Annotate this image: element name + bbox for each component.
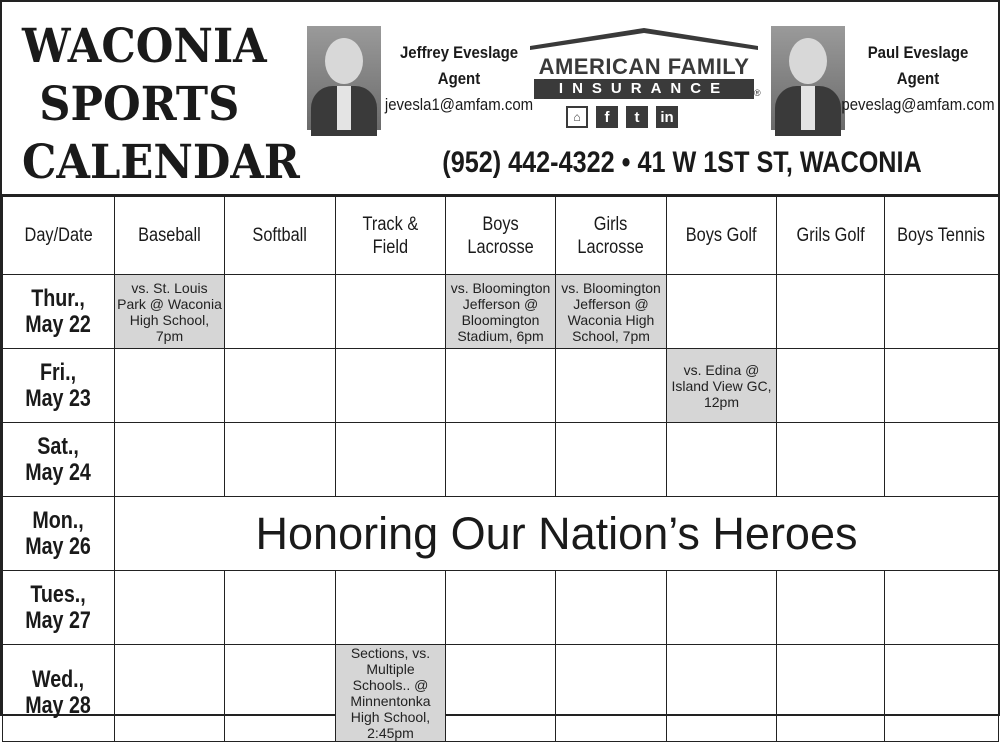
agent-role: Agent bbox=[896, 69, 940, 88]
empty-cell bbox=[225, 423, 336, 497]
equal-housing-icon: ⌂ bbox=[566, 106, 588, 128]
holiday-banner: Honoring Our Nation’s Heroes bbox=[115, 497, 999, 571]
agent-role: Agent bbox=[437, 69, 481, 88]
logo-brand-line-2: INSURANCE bbox=[534, 79, 754, 99]
empty-cell bbox=[115, 571, 225, 645]
title-line-1: WACONIA bbox=[22, 19, 267, 74]
event-cell: Sections, vs. Multiple Schools.. @ Minnentonka High School, 2:45pm bbox=[336, 645, 446, 742]
schedule-table bbox=[2, 196, 998, 741]
empty-cell bbox=[885, 349, 999, 423]
empty-cell bbox=[336, 275, 446, 349]
empty-cell bbox=[667, 423, 777, 497]
event-cell: vs. St. Louis Park @ Waconia High School, 7pm bbox=[115, 275, 225, 349]
empty-cell bbox=[556, 571, 667, 645]
day-cell: Sat., May 24 bbox=[3, 423, 115, 497]
roof-icon bbox=[530, 26, 758, 50]
registered-mark: ® bbox=[754, 88, 761, 98]
empty-cell bbox=[115, 423, 225, 497]
table-row bbox=[3, 571, 999, 645]
table-row bbox=[3, 349, 999, 423]
empty-cell bbox=[777, 423, 885, 497]
header-row bbox=[3, 197, 999, 275]
agent-photo-paul bbox=[771, 26, 845, 130]
empty-cell bbox=[225, 275, 336, 349]
agent-name: Jeffrey Eveslage bbox=[399, 43, 519, 62]
empty-cell bbox=[336, 423, 446, 497]
facebook-icon[interactable]: f bbox=[596, 106, 618, 128]
title-line-2: SPORTS bbox=[39, 77, 240, 132]
page-title bbox=[22, 18, 300, 192]
logo-brand-line-1: AMERICAN FAMILY bbox=[538, 54, 750, 79]
empty-cell bbox=[556, 423, 667, 497]
empty-cell bbox=[777, 349, 885, 423]
twitter-icon[interactable]: t bbox=[626, 106, 648, 128]
day-cell: Fri., May 23 bbox=[3, 349, 115, 423]
empty-cell bbox=[885, 571, 999, 645]
empty-cell bbox=[336, 349, 446, 423]
event-cell: vs. Bloomington Jefferson @ Waconia High School, 7pm bbox=[556, 275, 667, 349]
table-row bbox=[3, 275, 999, 349]
agent-info-paul bbox=[839, 40, 997, 118]
empty-cell bbox=[885, 645, 999, 742]
empty-cell bbox=[777, 645, 885, 742]
empty-cell bbox=[446, 645, 556, 742]
empty-cell bbox=[115, 645, 225, 742]
empty-cell bbox=[885, 275, 999, 349]
day-cell: Wed., May 28 bbox=[3, 645, 115, 742]
agent-email[interactable]: peveslag@amfam.com bbox=[841, 95, 995, 114]
empty-cell bbox=[777, 275, 885, 349]
empty-cell bbox=[667, 571, 777, 645]
col-header-boys-golf: Boys Golf bbox=[667, 197, 777, 275]
linkedin-icon[interactable]: in bbox=[656, 106, 678, 128]
empty-cell bbox=[446, 349, 556, 423]
empty-cell bbox=[885, 423, 999, 497]
col-header-boys-lacrosse: Boys Lacrosse bbox=[446, 197, 556, 275]
social-icons bbox=[566, 106, 678, 128]
agent-email[interactable]: jevesla1@amfam.com bbox=[384, 95, 534, 114]
american-family-logo bbox=[524, 26, 764, 136]
empty-cell bbox=[667, 645, 777, 742]
table-row bbox=[3, 423, 999, 497]
col-header-track-field: Track & Field bbox=[336, 197, 446, 275]
empty-cell bbox=[446, 423, 556, 497]
agent-photo-jeffrey bbox=[307, 26, 381, 130]
day-cell: Mon., May 26 bbox=[3, 497, 115, 571]
empty-cell bbox=[667, 275, 777, 349]
agent-name: Paul Eveslage bbox=[867, 43, 969, 62]
table-row bbox=[3, 645, 999, 742]
col-header-boys-tennis: Boys Tennis bbox=[885, 197, 999, 275]
col-header-girls-lacrosse: Girls Lacrosse bbox=[556, 197, 667, 275]
title-line-3: CALENDAR bbox=[22, 135, 300, 190]
header bbox=[2, 2, 998, 196]
empty-cell bbox=[446, 571, 556, 645]
empty-cell bbox=[336, 571, 446, 645]
empty-cell bbox=[115, 349, 225, 423]
empty-cell bbox=[556, 349, 667, 423]
day-cell: Thur., May 22 bbox=[3, 275, 115, 349]
empty-cell bbox=[777, 571, 885, 645]
empty-cell bbox=[225, 349, 336, 423]
empty-cell bbox=[225, 571, 336, 645]
event-cell: vs. Bloomington Jefferson @ Bloomington Stadium, 6pm bbox=[446, 275, 556, 349]
col-header-softball: Softball bbox=[225, 197, 336, 275]
table-row bbox=[3, 497, 999, 571]
empty-cell bbox=[556, 645, 667, 742]
event-cell: vs. Edina @ Island View GC, 12pm bbox=[667, 349, 777, 423]
col-header-baseball: Baseball bbox=[115, 197, 225, 275]
day-cell: Tues., May 27 bbox=[3, 571, 115, 645]
col-header-day-date: Day/Date bbox=[3, 197, 115, 275]
agent-info-jeffrey bbox=[384, 40, 534, 118]
empty-cell bbox=[225, 645, 336, 742]
col-header-girls-golf: Grils Golf bbox=[777, 197, 885, 275]
contact-line: (952) 442-4322 • 41 W 1ST ST, WACONIA bbox=[442, 146, 922, 179]
